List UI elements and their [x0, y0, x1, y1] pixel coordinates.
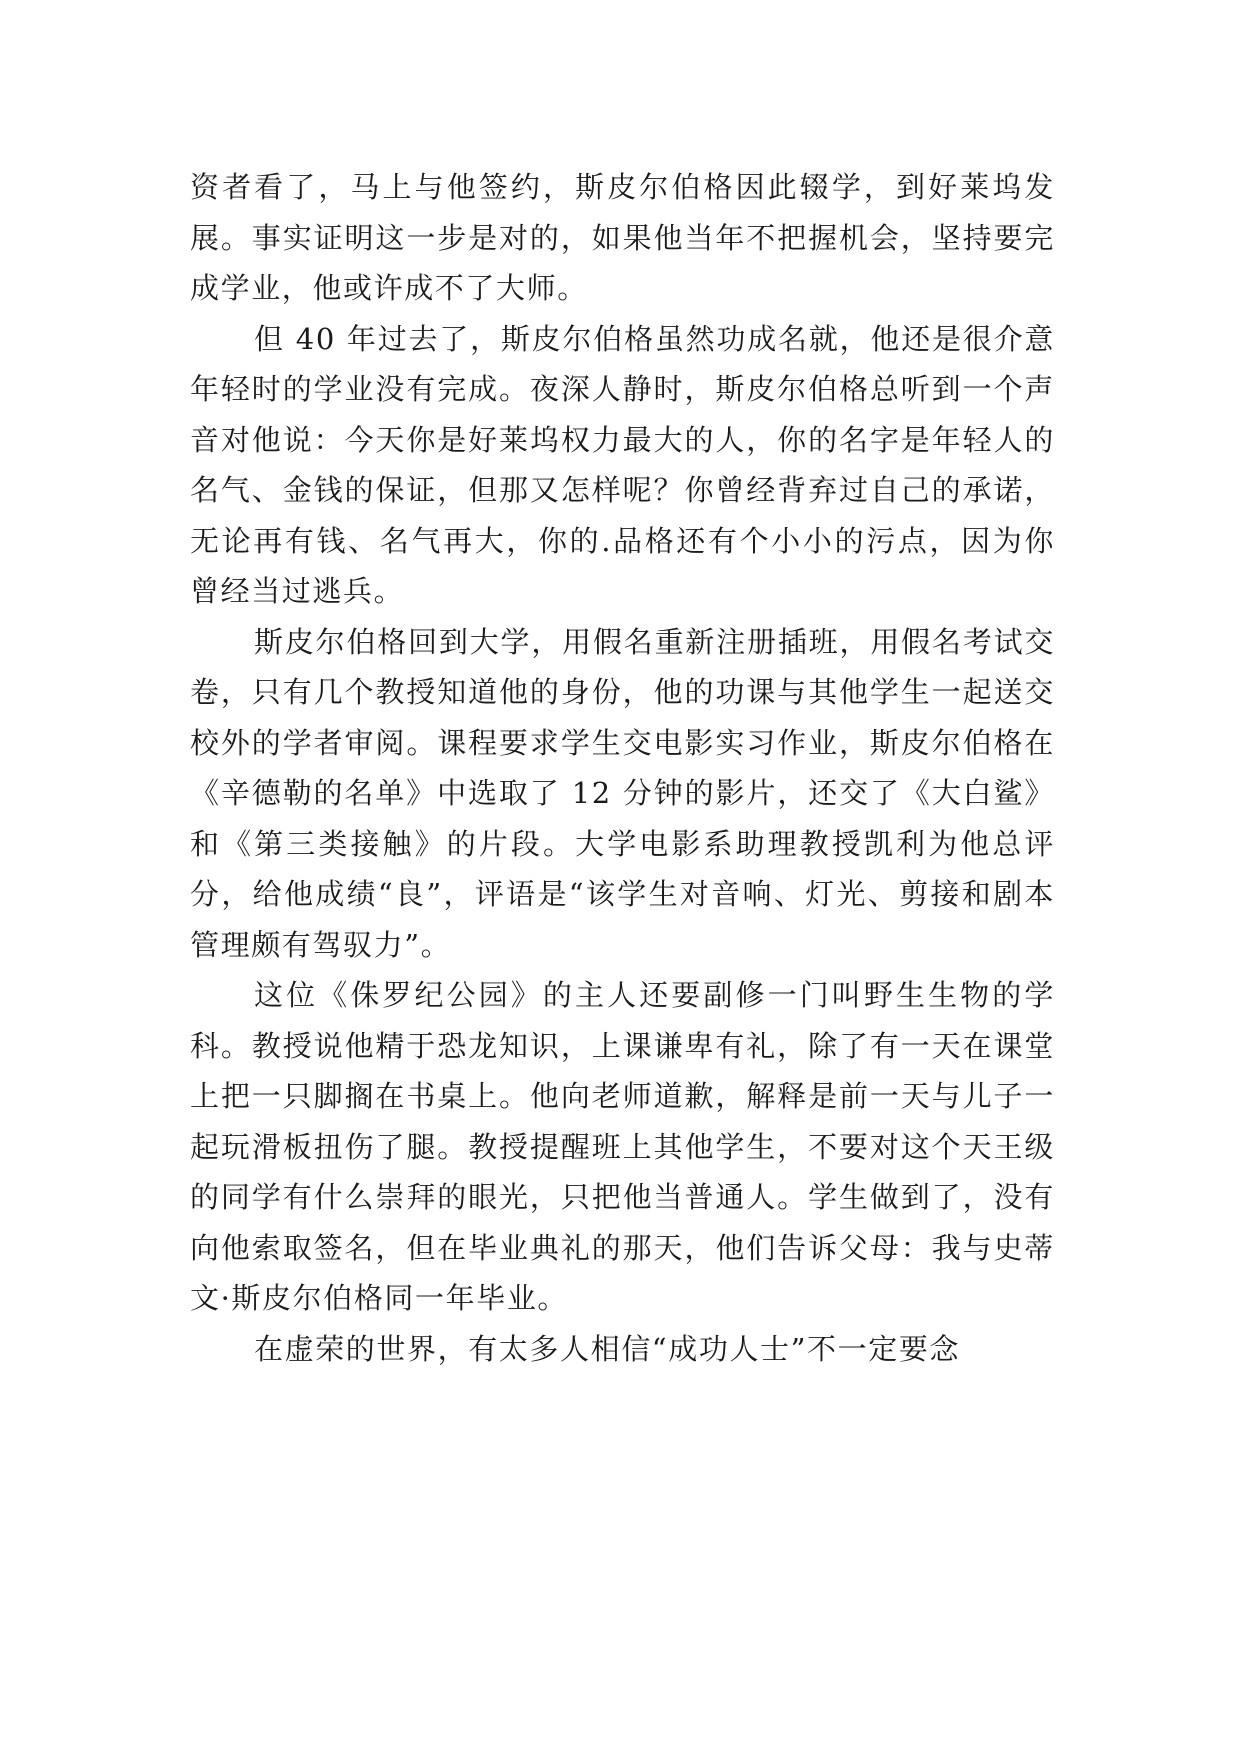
paragraph-3: 斯皮尔伯格回到大学，用假名重新注册插班，用假名考试交卷，只有几个教授知道他的身份，他的功课与其他学生一起送交校外的学者审阅。课程要求学生交电影实习作业，斯皮尔伯格在《辛德勒的名单》中选取了 12 分钟的影片，还交了《大白鲨》和《第三类接触》的片段。大学电影系助理教授凯利为他总评分，给他成绩“良”，评语是“该学生对音响、灯光、剪接和剧本管理颇有驾驭力”。 [190, 624, 1055, 962]
paragraph-1: 资者看了，马上与他签约，斯皮尔伯格因此辍学，到好莱坞发展。事实证明这一步是对的，如果他当年不把握机会，坚持要完成学业，他或许成不了大师。 [190, 170, 1055, 305]
paragraph-4: 这位《侏罗纪公园》的主人还要副修一门叫野生生物的学科。教授说他精于恐龙知识，上课谦卑有礼，除了有一天在课堂上把一只脚搁在书桌上。他向老师道歉，解释是前一天与儿子一起玩滑板扭伤了腿。教授提醒班上其他学生，不要对这个天王级的同学有什么崇拜的眼光，只把他当普通人。学生做到了，没有向他索取签名，但在毕业典礼的那天，他们告诉父母：我与史蒂文·斯皮尔伯格同一年毕业。 [190, 978, 1055, 1315]
paragraph-5: 在虚荣的世界，有太多人相信“成功人士”不一定要念 [254, 1331, 961, 1366]
paragraph-2: 但 40 年过去了，斯皮尔伯格虽然功成名就，他还是很介意年轻时的学业没有完成。夜深人静时，斯皮尔伯格总听到一个声音对他说：今天你是好莱坞权力最大的人，你的名字是年轻人的名气、金钱的保证，但那又怎样呢？你曾经背弃过自己的承诺，无论再有钱、名气再大，你的.品格还有个小小的污点，因为你曾经当过逃兵。 [190, 321, 1055, 608]
article-body [190, 162, 1055, 1374]
